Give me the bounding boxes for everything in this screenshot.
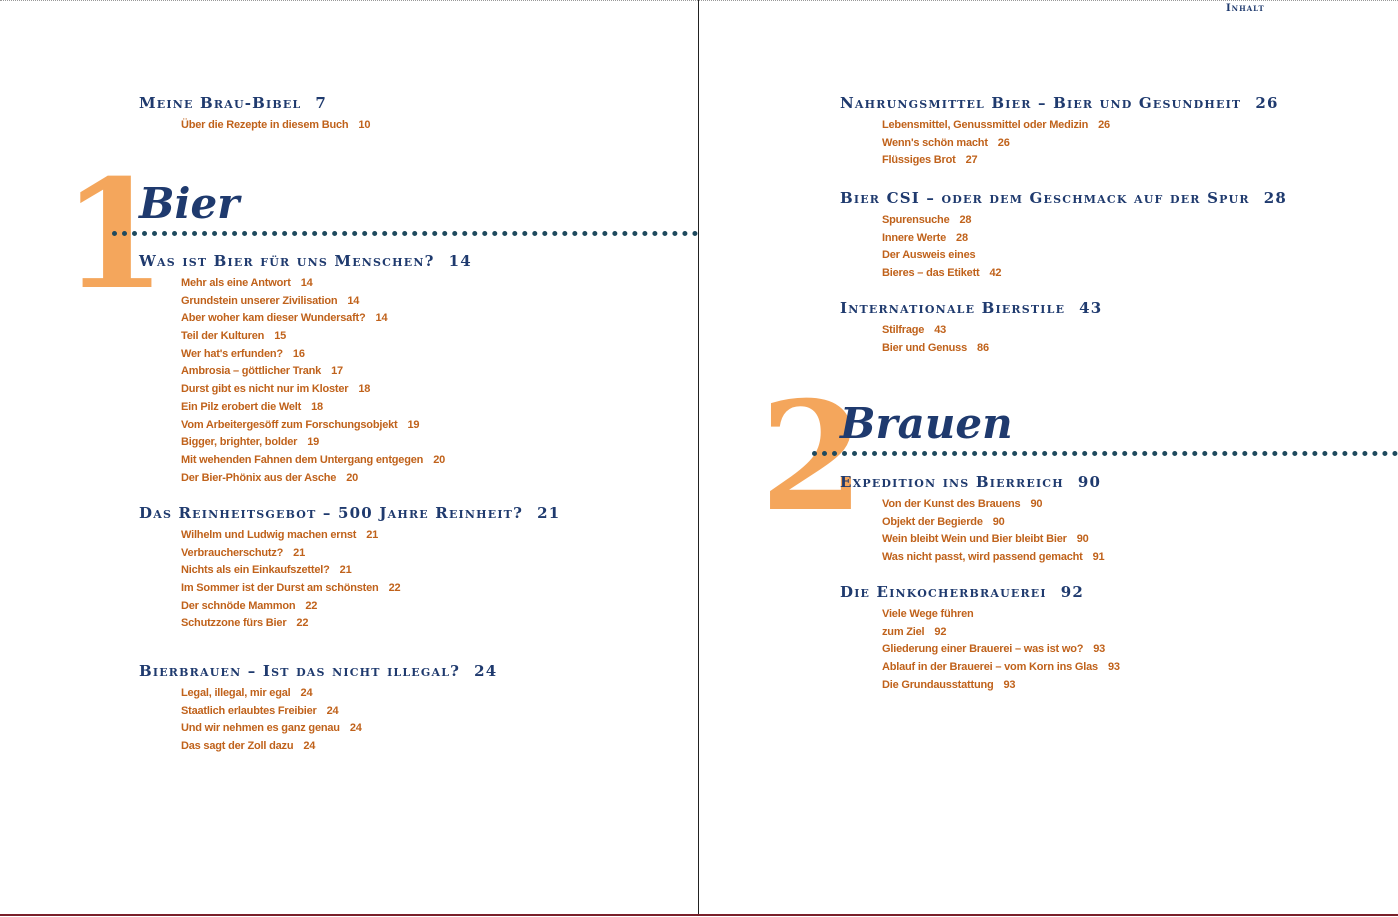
- page-bottom-border: [0, 914, 1398, 916]
- toc-entry[interactable]: Über die Rezepte in diesem Buch 10: [181, 119, 371, 131]
- toc-section-title[interactable]: Was ist Bier für uns Menschen? 14: [139, 252, 472, 270]
- toc-entry[interactable]: Wilhelm und Ludwig machen ernst 21: [181, 529, 379, 541]
- toc-section-items: [181, 275, 445, 487]
- toc-entry[interactable]: Das sagt der Zoll dazu 24: [181, 740, 316, 753]
- toc-entry[interactable]: Gliederung einer Brauerei – was ist wo? 93: [882, 643, 1106, 656]
- toc-entry[interactable]: Mit wehenden Fahnen dem Untergang entgegen 20: [181, 453, 446, 466]
- toc-section-title[interactable]: Bier CSI – oder dem Geschmack auf der Spur 28: [840, 189, 1287, 207]
- toc-section-items: [882, 496, 1104, 567]
- toc-entry[interactable]: Teil der Kulturen 15: [181, 330, 287, 343]
- toc-entry[interactable]: Wer hat's erfunden? 16: [181, 347, 305, 360]
- toc-intro-items: [181, 117, 370, 135]
- toc-section-title[interactable]: Nahrungsmittel Bier – Bier und Gesundheit 26: [840, 94, 1279, 112]
- toc-entry[interactable]: Und wir nehmen es ganz genau 24: [181, 722, 362, 735]
- toc-intro-title[interactable]: Meine Brau-Bibel 7: [139, 94, 328, 112]
- toc-entry[interactable]: Viele Wege führen: [882, 608, 974, 620]
- toc-entry[interactable]: Der Ausweis eines: [882, 249, 976, 262]
- toc-section-items: [181, 527, 400, 633]
- toc-entry[interactable]: Spurensuche 28: [882, 214, 972, 226]
- toc-entry[interactable]: Im Sommer ist der Durst am schönsten 22: [181, 582, 401, 595]
- toc-entry[interactable]: Der Bier-Phönix aus der Asche 20: [181, 471, 359, 484]
- toc-entry[interactable]: Bier und Genuss 86: [882, 341, 989, 354]
- toc-entry[interactable]: Ablauf in der Brauerei – vom Korn ins Glas 93: [882, 661, 1120, 674]
- toc-section-items: [181, 685, 362, 756]
- toc-section-title[interactable]: Die Einkocherbrauerei 92: [840, 583, 1085, 601]
- toc-entry[interactable]: Vom Arbeitergesöff zum Forschungsobjekt 19: [181, 418, 420, 431]
- toc-section-title[interactable]: Bierbrauen – Ist das nicht illegal? 24: [139, 662, 498, 680]
- toc-section-title[interactable]: Internationale Bierstile 43: [840, 299, 1103, 317]
- toc-entry[interactable]: Verbraucherschutz? 21: [181, 546, 306, 559]
- toc-entry[interactable]: Von der Kunst des Brauens 90: [882, 498, 1043, 510]
- toc-entry[interactable]: Nichts als ein Einkaufszettel? 21: [181, 564, 352, 577]
- toc-section-items: [882, 606, 1120, 694]
- toc-section-items: [882, 322, 989, 357]
- page-top-border: [0, 0, 1398, 1]
- toc-entry[interactable]: Durst gibt es nicht nur im Kloster 18: [181, 383, 371, 396]
- toc-entry[interactable]: Ein Pilz erobert die Welt 18: [181, 400, 323, 413]
- toc-entry[interactable]: Lebensmittel, Genussmittel oder Medizin 26: [882, 119, 1110, 131]
- toc-entry[interactable]: Flüssiges Brot 27: [882, 154, 978, 167]
- running-header: Inhalt: [1226, 3, 1265, 14]
- toc-entry[interactable]: Bigger, brighter, bolder 19: [181, 436, 320, 449]
- toc-entry[interactable]: Ambrosia – göttlicher Trank 17: [181, 365, 343, 378]
- toc-section-items: [882, 212, 1001, 283]
- chapter-number: 1: [62, 147, 167, 323]
- toc-entry[interactable]: Wenn's schön macht 26: [882, 136, 1010, 149]
- toc-entry[interactable]: Objekt der Begierde 90: [882, 515, 1005, 528]
- chapter-divider: [812, 451, 1398, 456]
- toc-entry[interactable]: Grundstein unserer Zivilisation 14: [181, 294, 360, 307]
- toc-entry[interactable]: Aber woher kam dieser Wundersaft? 14: [181, 312, 388, 325]
- toc-entry[interactable]: Innere Werte 28: [882, 231, 968, 244]
- toc-entry[interactable]: Wein bleibt Wein und Bier bleibt Bier 90: [882, 533, 1089, 546]
- toc-entry[interactable]: Mehr als eine Antwort 14: [181, 277, 313, 289]
- toc-section-items: [882, 117, 1110, 170]
- book-spine: [698, 0, 699, 915]
- toc-entry[interactable]: Die Grundausstattung 93: [882, 678, 1016, 691]
- toc-entry[interactable]: Was nicht passt, wird passend gemacht 91: [882, 551, 1105, 564]
- chapter-divider: [112, 231, 698, 236]
- toc-entry[interactable]: Der schnöde Mammon 22: [181, 599, 318, 612]
- chapter-title: Bier: [139, 179, 240, 228]
- toc-entry[interactable]: Bieres – das Etikett 42: [882, 267, 1002, 280]
- toc-entry[interactable]: zum Ziel 92: [882, 625, 947, 638]
- toc-section-title[interactable]: Expedition ins Bierreich 90: [840, 473, 1102, 491]
- chapter-title: Brauen: [840, 399, 1013, 448]
- toc-entry[interactable]: Legal, illegal, mir egal 24: [181, 687, 313, 699]
- toc-section-title[interactable]: Das Reinheitsgebot – 500 Jahre Reinheit? 21: [139, 504, 561, 522]
- toc-entry[interactable]: Staatlich erlaubtes Freibier 24: [181, 704, 339, 717]
- chapter-number: 2: [760, 369, 865, 545]
- toc-entry[interactable]: Stilfrage 43: [882, 324, 947, 336]
- toc-entry[interactable]: Schutzzone fürs Bier 22: [181, 617, 309, 630]
